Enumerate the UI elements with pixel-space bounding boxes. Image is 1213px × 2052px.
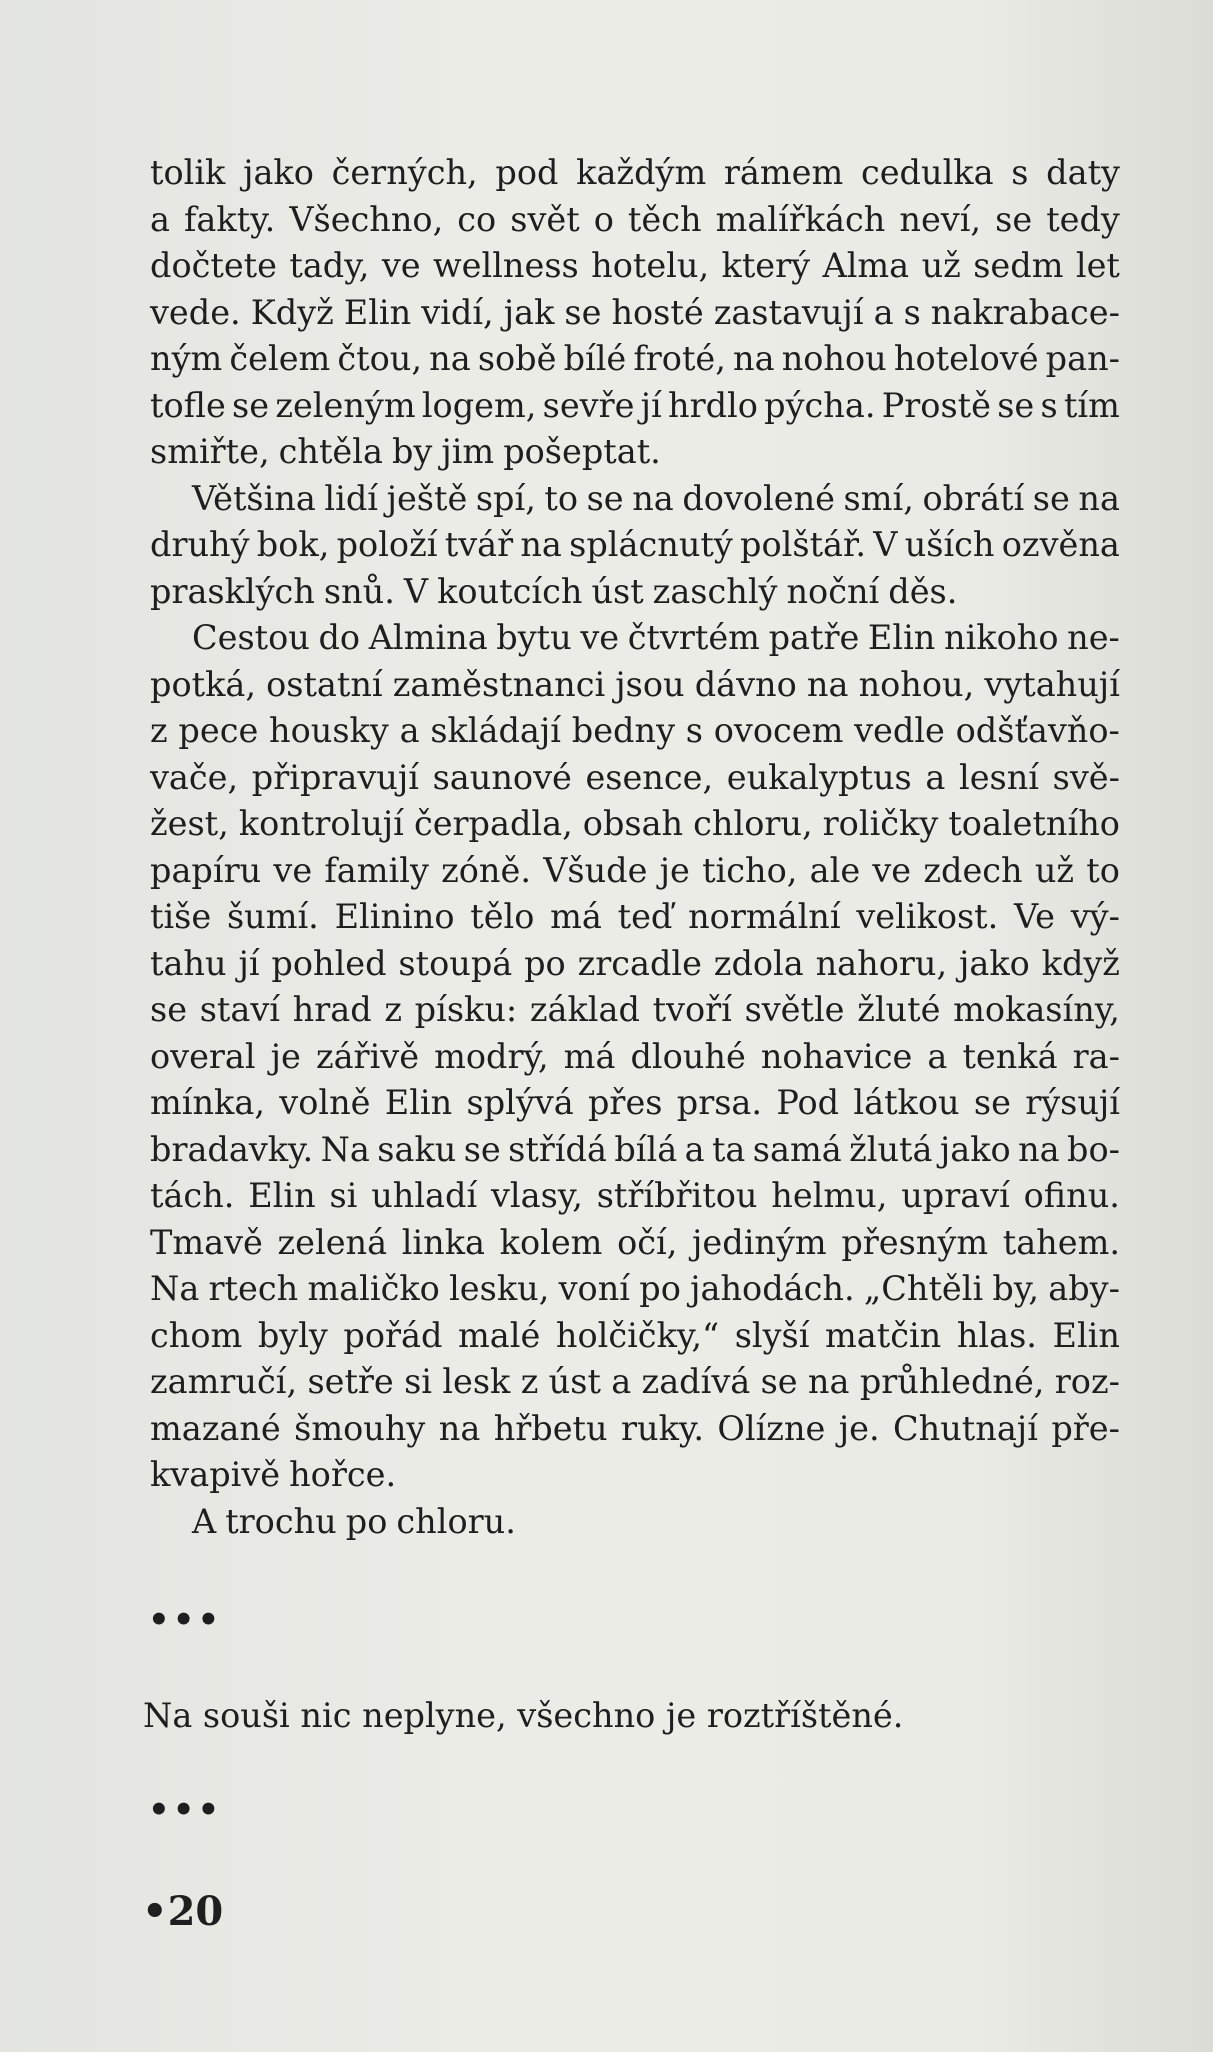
text-line: chom byly pořád malé holčičky,“ slyší matčin hlas. Elin — [150, 1315, 1120, 1355]
text-line: overal je zářivě modrý, má dlouhé nohavice a tenká ra- — [150, 1036, 1120, 1076]
text-line: Na rtech maličko lesku, voní po jahodách. „Chtěli by, aby- — [150, 1269, 1120, 1308]
text-line: tách. Elin si uhladí vlasy, stříbřitou helmu, upraví ofinu. — [150, 1176, 1120, 1215]
text-line: smiřte, chtěla by jim pošeptat. — [150, 432, 661, 471]
text-line: A trochu po chloru. — [192, 1501, 516, 1541]
text-line: zamručí, setře si lesk z úst a zadívá se na průhledné, roz- — [150, 1362, 1120, 1401]
text-line: tahu jí pohled stoupá po zrcadle zdola nahoru, jako když — [150, 943, 1120, 983]
text-line: ným čelem čtou, na sobě bílé froté, na nohou hotelové pan- — [150, 339, 1120, 378]
text-line: tolik jako černých, pod každým rámem cedulka s daty — [150, 153, 1120, 192]
text-line: a fakty. Všechno, co svět o těch malířkách neví, se tedy — [150, 199, 1120, 239]
text-line: Většina lidí ještě spí, to se na dovolené smí, obrátí se na — [192, 478, 1120, 518]
text-line: potká, ostatní zaměstnanci jsou dávno na nohou, vytahují — [150, 664, 1120, 704]
body-text — [150, 150, 1120, 1545]
text-line: tiše šumí. Elinino tělo má teď normální velikost. Ve vý- — [150, 897, 1120, 936]
text-line: papíru ve family zóně. Všude je ticho, ale ve zdech už to — [150, 850, 1120, 890]
text-line: kvapivě hořce. — [150, 1455, 397, 1494]
text-line: mínka, volně Elin splývá přes prsa. Pod látkou se rýsují — [150, 1083, 1120, 1122]
text-line: vače, připravují saunové esence, eukalyptus a lesní svě- — [150, 757, 1120, 797]
text-line: žest, kontrolují čerpadla, obsah chloru, roličky toaletního — [150, 804, 1120, 843]
text-line: tofle se zeleným logem, sevře jí hrdlo pýcha. Prostě se s tím — [150, 385, 1120, 425]
text-line: prasklých snů. V koutcích úst zaschlý noční děs. — [150, 571, 958, 611]
text-line: vede. Když Elin vidí, jak se hosté zastavují a s nakrabace- — [150, 292, 1120, 332]
text-line: Cestou do Almina bytu ve čtvrtém patře Elin nikoho ne- — [192, 618, 1120, 657]
page-number: •20 — [142, 1888, 224, 1935]
text-line: se staví hrad z písku: základ tvoří světle žluté mokasíny, — [150, 990, 1120, 1029]
text-line: dočtete tady, ve wellness hotelu, který Alma už sedm let — [150, 246, 1120, 285]
text-line: mazané šmouhy na hřbetu ruky. Olízne je. Chutnají pře- — [150, 1408, 1120, 1448]
text-line: bradavky. Na saku se střídá bílá a ta samá žlutá jako na bo- — [150, 1129, 1120, 1169]
text-line: druhý bok, položí tvář na splácnutý polštář. V uších ozvěna — [150, 525, 1120, 564]
section-separator: ••• — [148, 1790, 223, 1830]
text-line: z pece housky a skládají bedny s ovocem vedle odšťavňo- — [150, 711, 1120, 750]
standalone-sentence: Na souši nic neplyne, všechno je roztříštěné. — [143, 1696, 904, 1735]
text-line: Tmavě zelená linka kolem očí, jediným přesným tahem. — [150, 1222, 1120, 1262]
section-separator: ••• — [148, 1600, 223, 1640]
